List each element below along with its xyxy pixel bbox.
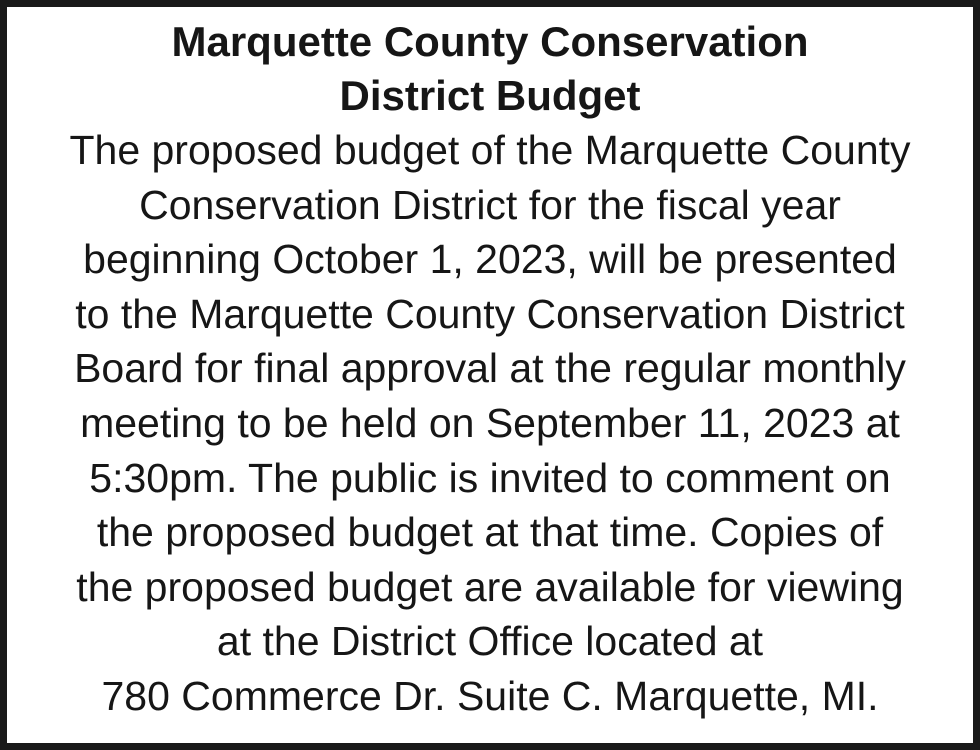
notice-body-line: The proposed budget of the Marquette County <box>69 127 911 173</box>
notice-body-line: Conservation District for the fiscal year <box>139 181 841 228</box>
notice-title-line: District Budget <box>339 72 641 119</box>
notice-body-line: to the Marquette County Conservation District <box>75 290 905 337</box>
notice-body-line: beginning October 1, 2023, will be presented <box>83 236 897 283</box>
notice-body-line: at the District Office located at <box>216 618 764 665</box>
notice-body <box>7 123 973 724</box>
notice-body-line: meeting to be held on September 11, 2023 at <box>80 399 900 446</box>
notice-title <box>7 15 973 123</box>
notice-body-line: the proposed budget are available for viewing <box>76 563 904 610</box>
notice-body-line: the proposed budget at that time. Copies of <box>96 509 884 556</box>
notice-body-line: 5:30pm. The public is invited to comment on <box>89 454 891 501</box>
notice-address-line: 780 Commerce Dr. Suite C. Marquette, MI. <box>101 672 879 719</box>
notice-body-line: Board for final approval at the regular monthly <box>74 345 906 392</box>
notice-title-line: Marquette County Conservation <box>171 18 809 65</box>
